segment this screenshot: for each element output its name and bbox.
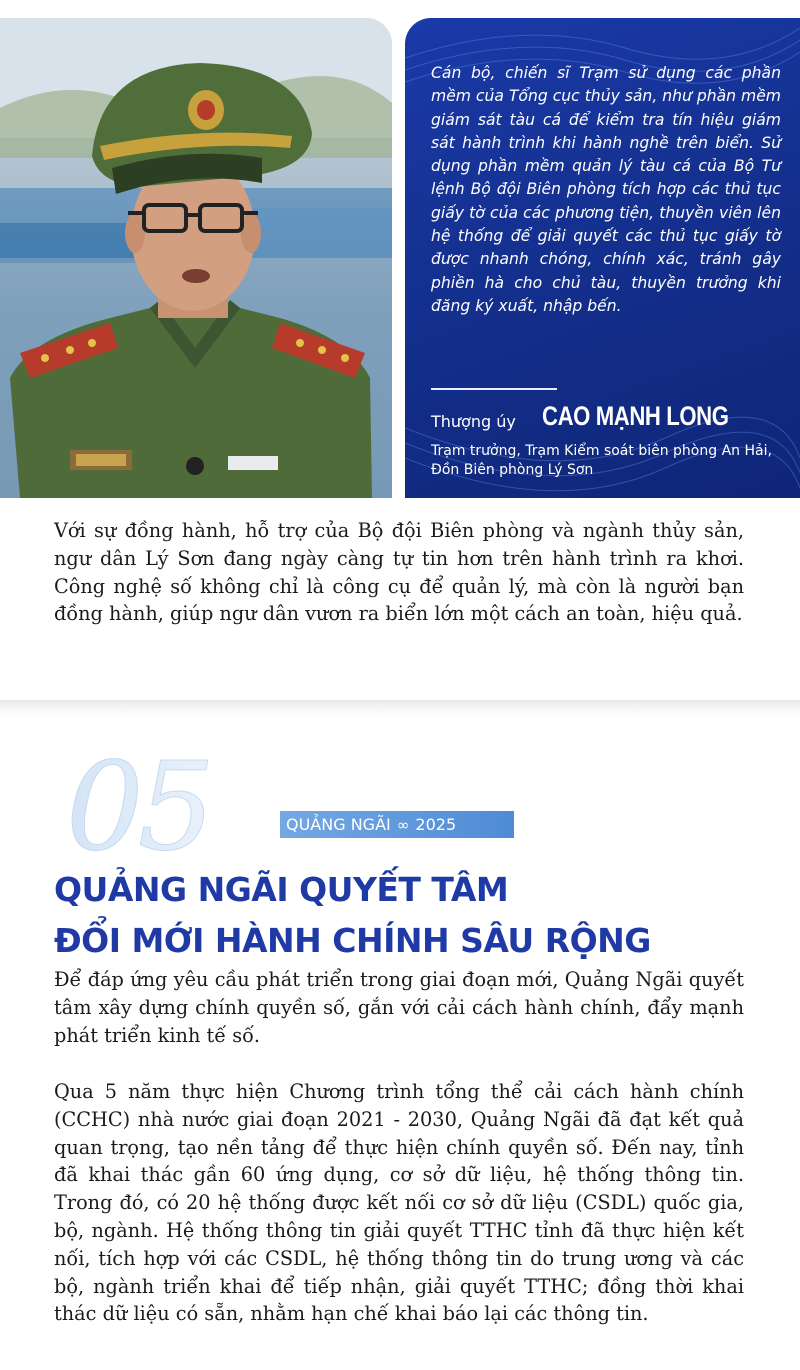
section-title-line-2: ĐỔI MỚI HÀNH CHÍNH SÂU RỘNG	[54, 921, 651, 960]
infinity-icon: ∞	[396, 816, 410, 834]
section-number: 05	[66, 736, 210, 878]
speaker-rank: Thượng úy	[431, 412, 516, 431]
quote-text: Cán bộ, chiến sĩ Trạm sử dụng các phần mềm của Tổng cục thủy sản, như phần mềm giám sát tàu cá để kiểm tra tín hiệu giám sát hành trình khi hành nghề trên biển. Sử dụng phần mềm quản lý tàu cá của Bộ Tư lệnh Bộ đội Biên phòng tích hợp các thủ tục giấy tờ của các phương tiện, thuyền viên lên hệ thống để giải quyết các thủ tục giấy tờ được nhanh chóng, chính xác, tránh gây phiền hà cho chủ tàu, thuyền trưởng khi đăng ký xuất, nhập bến.	[431, 64, 781, 315]
quote-divider	[431, 388, 557, 390]
article-paragraph-2: Để đáp ứng yêu cầu phát triển trong giai đoạn mới, Quảng Ngãi quyết tâm xây dựng chính quyền số, gắn với cải cách hành chính, đẩy mạnh phát triển kinh tế số.	[54, 968, 744, 1047]
article-paragraph-3: Qua 5 năm thực hiện Chương trình tổng thể cải cách hành chính (CCHC) nhà nước giai đoạn 2021 - 2030, Quảng Ngãi đã đạt kết quả quan trọng, tạo nền tảng để thực hiện chính quyền số. Đến nay, tỉnh đã khai thác gần 60 ứng dụng, cơ sở dữ liệu, hệ thống thông tin. Trong đó, có 20 hệ thống được kết nối cơ sở dữ liệu (CSDL) quốc gia, bộ, ngành. Hệ thống thông tin giải quyết TTHC tỉnh đã thực hiện kết nối, tích hợp với các CSDL, hệ thống thông tin do trung ương và các bộ, ngành triển khai để tiếp nhận, giải quyết TTHC; đồng thời khai thác dữ liệu có sẵn, nhằm hạn chế khai báo lại các thông tin.	[54, 1080, 744, 1326]
section-tag-year: 2025	[415, 815, 457, 834]
speaker-name: CAO MẠNH LONG	[542, 401, 729, 431]
section-title	[54, 864, 774, 966]
officer-illustration	[0, 18, 392, 498]
article-paragraph-1: Với sự đồng hành, hỗ trợ của Bộ đội Biên phòng và ngành thủy sản, ngư dân Lý Sơn đang ngày càng tự tin hơn trên hành trình ra khơi. Công nghệ số không chỉ là công cụ để quản lý, mà còn là người bạn đồng hành, giúp ngư dân vươn ra biển lớn một cách an toàn, hiệu quả.	[54, 519, 744, 626]
section-tag-place: QUẢNG NGÃI	[286, 815, 391, 834]
section-tag	[280, 811, 514, 838]
section-divider	[0, 700, 800, 716]
speaker-role: Trạm trưởng, Trạm Kiểm soát biên phòng An Hải, Đồn Biên phòng Lý Sơn	[431, 443, 772, 478]
interview-card	[0, 18, 800, 498]
quote-panel	[405, 18, 800, 498]
officer-photo	[0, 18, 392, 498]
section-title-line-1: QUẢNG NGÃI QUYẾT TÂM	[54, 870, 509, 909]
